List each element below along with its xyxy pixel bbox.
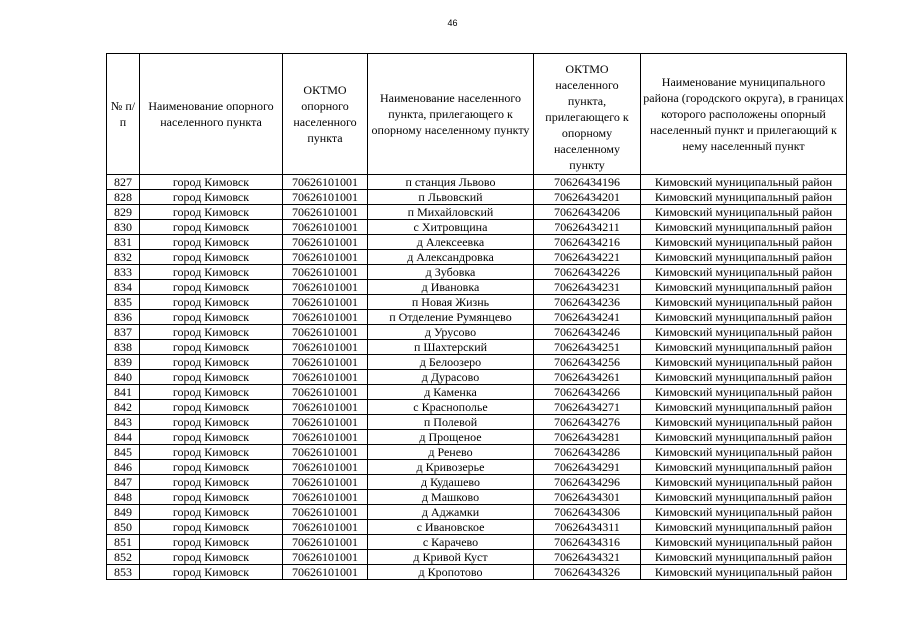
row-number: 829 xyxy=(107,205,140,220)
adjacent-settlement-name: п Отделение Румянцево xyxy=(368,310,534,325)
row-number: 834 xyxy=(107,280,140,295)
adjacent-settlement-oktmo: 70626434256 xyxy=(534,355,641,370)
base-settlement-name: город Кимовск xyxy=(140,415,283,430)
base-settlement-name: город Кимовск xyxy=(140,550,283,565)
base-settlement-oktmo: 70626101001 xyxy=(283,430,368,445)
table-header-row xyxy=(107,54,847,175)
row-number: 847 xyxy=(107,475,140,490)
adjacent-settlement-name: с Карачево xyxy=(368,535,534,550)
row-number: 846 xyxy=(107,460,140,475)
row-number: 827 xyxy=(107,175,140,190)
adjacent-settlement-name: д Кудашево xyxy=(368,475,534,490)
adjacent-settlement-oktmo: 70626434241 xyxy=(534,310,641,325)
base-settlement-oktmo: 70626101001 xyxy=(283,520,368,535)
adjacent-settlement-oktmo: 70626434226 xyxy=(534,265,641,280)
row-number: 851 xyxy=(107,535,140,550)
adjacent-settlement-oktmo: 70626434316 xyxy=(534,535,641,550)
base-settlement-oktmo: 70626101001 xyxy=(283,310,368,325)
adjacent-settlement-oktmo: 70626434251 xyxy=(534,340,641,355)
district-name: Кимовский муниципальный район xyxy=(641,280,847,295)
base-settlement-oktmo: 70626101001 xyxy=(283,415,368,430)
header-district: Наименование муниципального района (городского округа), в границах которого расположены опорный населенный пункт и прилегающий к нему населенный пункт xyxy=(641,54,847,175)
adjacent-settlement-oktmo: 70626434291 xyxy=(534,460,641,475)
table-row xyxy=(107,550,847,565)
adjacent-settlement-name: д Аджамки xyxy=(368,505,534,520)
base-settlement-oktmo: 70626101001 xyxy=(283,490,368,505)
base-settlement-oktmo: 70626101001 xyxy=(283,205,368,220)
base-settlement-oktmo: 70626101001 xyxy=(283,445,368,460)
row-number: 836 xyxy=(107,310,140,325)
table-row xyxy=(107,325,847,340)
district-name: Кимовский муниципальный район xyxy=(641,415,847,430)
adjacent-settlement-name: п Шахтерский xyxy=(368,340,534,355)
base-settlement-oktmo: 70626101001 xyxy=(283,265,368,280)
table-row xyxy=(107,235,847,250)
adjacent-settlement-oktmo: 70626434236 xyxy=(534,295,641,310)
adjacent-settlement-oktmo: 70626434206 xyxy=(534,205,641,220)
base-settlement-name: город Кимовск xyxy=(140,205,283,220)
base-settlement-oktmo: 70626101001 xyxy=(283,505,368,520)
table-row xyxy=(107,475,847,490)
base-settlement-name: город Кимовск xyxy=(140,190,283,205)
base-settlement-name: город Кимовск xyxy=(140,235,283,250)
base-settlement-oktmo: 70626101001 xyxy=(283,385,368,400)
row-number: 832 xyxy=(107,250,140,265)
row-number: 842 xyxy=(107,400,140,415)
base-settlement-oktmo: 70626101001 xyxy=(283,235,368,250)
base-settlement-name: город Кимовск xyxy=(140,295,283,310)
row-number: 839 xyxy=(107,355,140,370)
adjacent-settlement-oktmo: 70626434306 xyxy=(534,505,641,520)
table-row xyxy=(107,355,847,370)
district-name: Кимовский муниципальный район xyxy=(641,265,847,280)
base-settlement-oktmo: 70626101001 xyxy=(283,175,368,190)
base-settlement-name: город Кимовск xyxy=(140,265,283,280)
row-number: 838 xyxy=(107,340,140,355)
adjacent-settlement-name: с Краснополье xyxy=(368,400,534,415)
table-row xyxy=(107,205,847,220)
base-settlement-name: город Кимовск xyxy=(140,490,283,505)
base-settlement-name: город Кимовск xyxy=(140,340,283,355)
base-settlement-oktmo: 70626101001 xyxy=(283,355,368,370)
district-name: Кимовский муниципальный район xyxy=(641,490,847,505)
base-settlement-oktmo: 70626101001 xyxy=(283,220,368,235)
table-row xyxy=(107,250,847,265)
base-settlement-name: город Кимовск xyxy=(140,505,283,520)
adjacent-settlement-name: д Дурасово xyxy=(368,370,534,385)
table-row xyxy=(107,280,847,295)
base-settlement-oktmo: 70626101001 xyxy=(283,325,368,340)
adjacent-settlement-oktmo: 70626434326 xyxy=(534,565,641,580)
adjacent-settlement-name: с Хитровщина xyxy=(368,220,534,235)
page-number: 46 xyxy=(447,18,458,28)
adjacent-settlement-oktmo: 70626434221 xyxy=(534,250,641,265)
table-row xyxy=(107,310,847,325)
table-row xyxy=(107,505,847,520)
table-row xyxy=(107,265,847,280)
base-settlement-name: город Кимовск xyxy=(140,310,283,325)
adjacent-settlement-oktmo: 70626434271 xyxy=(534,400,641,415)
base-settlement-name: город Кимовск xyxy=(140,475,283,490)
table-row xyxy=(107,445,847,460)
table-row xyxy=(107,400,847,415)
row-number: 831 xyxy=(107,235,140,250)
adjacent-settlement-name: п Михайловский xyxy=(368,205,534,220)
base-settlement-name: город Кимовск xyxy=(140,460,283,475)
table-row xyxy=(107,535,847,550)
district-name: Кимовский муниципальный район xyxy=(641,505,847,520)
district-name: Кимовский муниципальный район xyxy=(641,235,847,250)
adjacent-settlement-oktmo: 70626434216 xyxy=(534,235,641,250)
base-settlement-oktmo: 70626101001 xyxy=(283,400,368,415)
table-body xyxy=(107,175,847,580)
header-num: № п/п xyxy=(107,54,140,175)
header-adjacent-name: Наименование населенного пункта, прилегающего к опорному населенному пункту xyxy=(368,54,534,175)
row-number: 840 xyxy=(107,370,140,385)
district-name: Кимовский муниципальный район xyxy=(641,295,847,310)
district-name: Кимовский муниципальный район xyxy=(641,220,847,235)
adjacent-settlement-name: д Прощеное xyxy=(368,430,534,445)
adjacent-settlement-oktmo: 70626434301 xyxy=(534,490,641,505)
adjacent-settlement-name: п Новая Жизнь xyxy=(368,295,534,310)
base-settlement-oktmo: 70626101001 xyxy=(283,460,368,475)
base-settlement-oktmo: 70626101001 xyxy=(283,340,368,355)
adjacent-settlement-name: д Александровка xyxy=(368,250,534,265)
row-number: 837 xyxy=(107,325,140,340)
adjacent-settlement-oktmo: 70626434281 xyxy=(534,430,641,445)
adjacent-settlement-name: д Каменка xyxy=(368,385,534,400)
base-settlement-oktmo: 70626101001 xyxy=(283,475,368,490)
table-row xyxy=(107,385,847,400)
base-settlement-name: город Кимовск xyxy=(140,220,283,235)
base-settlement-name: город Кимовск xyxy=(140,355,283,370)
header-base-oktmo: ОКТМО опорного населенного пункта xyxy=(283,54,368,175)
row-number: 844 xyxy=(107,430,140,445)
adjacent-settlement-oktmo: 70626434201 xyxy=(534,190,641,205)
district-name: Кимовский муниципальный район xyxy=(641,190,847,205)
adjacent-settlement-name: д Ренево xyxy=(368,445,534,460)
row-number: 828 xyxy=(107,190,140,205)
header-adjacent-oktmo: ОКТМО населенного пункта, прилегающего к опорному населенному пункту xyxy=(534,54,641,175)
row-number: 849 xyxy=(107,505,140,520)
table-row xyxy=(107,175,847,190)
table-row xyxy=(107,565,847,580)
district-name: Кимовский муниципальный район xyxy=(641,205,847,220)
base-settlement-oktmo: 70626101001 xyxy=(283,550,368,565)
adjacent-settlement-oktmo: 70626434321 xyxy=(534,550,641,565)
adjacent-settlement-oktmo: 70626434296 xyxy=(534,475,641,490)
row-number: 833 xyxy=(107,265,140,280)
district-name: Кимовский муниципальный район xyxy=(641,430,847,445)
district-name: Кимовский муниципальный район xyxy=(641,445,847,460)
adjacent-settlement-name: д Кривой Куст xyxy=(368,550,534,565)
district-name: Кимовский муниципальный район xyxy=(641,550,847,565)
adjacent-settlement-oktmo: 70626434276 xyxy=(534,415,641,430)
table-row xyxy=(107,430,847,445)
adjacent-settlement-oktmo: 70626434211 xyxy=(534,220,641,235)
district-name: Кимовский муниципальный район xyxy=(641,400,847,415)
header-base-name: Наименование опорного населенного пункта xyxy=(140,54,283,175)
base-settlement-name: город Кимовск xyxy=(140,385,283,400)
base-settlement-oktmo: 70626101001 xyxy=(283,280,368,295)
adjacent-settlement-oktmo: 70626434196 xyxy=(534,175,641,190)
base-settlement-oktmo: 70626101001 xyxy=(283,190,368,205)
row-number: 853 xyxy=(107,565,140,580)
base-settlement-name: город Кимовск xyxy=(140,430,283,445)
table-row xyxy=(107,220,847,235)
adjacent-settlement-name: д Кривозерье xyxy=(368,460,534,475)
adjacent-settlement-name: д Алексеевка xyxy=(368,235,534,250)
adjacent-settlement-name: д Ивановка xyxy=(368,280,534,295)
base-settlement-name: город Кимовск xyxy=(140,400,283,415)
adjacent-settlement-oktmo: 70626434246 xyxy=(534,325,641,340)
district-name: Кимовский муниципальный район xyxy=(641,520,847,535)
district-name: Кимовский муниципальный район xyxy=(641,460,847,475)
district-name: Кимовский муниципальный район xyxy=(641,250,847,265)
table-row xyxy=(107,370,847,385)
adjacent-settlement-oktmo: 70626434231 xyxy=(534,280,641,295)
base-settlement-name: город Кимовск xyxy=(140,325,283,340)
base-settlement-name: город Кимовск xyxy=(140,520,283,535)
row-number: 843 xyxy=(107,415,140,430)
row-number: 835 xyxy=(107,295,140,310)
district-name: Кимовский муниципальный район xyxy=(641,310,847,325)
row-number: 848 xyxy=(107,490,140,505)
adjacent-settlement-name: п Полевой xyxy=(368,415,534,430)
table-row xyxy=(107,190,847,205)
base-settlement-oktmo: 70626101001 xyxy=(283,250,368,265)
adjacent-settlement-oktmo: 70626434261 xyxy=(534,370,641,385)
adjacent-settlement-oktmo: 70626434286 xyxy=(534,445,641,460)
base-settlement-oktmo: 70626101001 xyxy=(283,370,368,385)
adjacent-settlement-oktmo: 70626434311 xyxy=(534,520,641,535)
adjacent-settlement-name: д Зубовка xyxy=(368,265,534,280)
adjacent-settlement-name: п станция Львово xyxy=(368,175,534,190)
adjacent-settlement-name: д Урусово xyxy=(368,325,534,340)
base-settlement-oktmo: 70626101001 xyxy=(283,565,368,580)
row-number: 845 xyxy=(107,445,140,460)
district-name: Кимовский муниципальный район xyxy=(641,370,847,385)
district-name: Кимовский муниципальный район xyxy=(641,385,847,400)
district-name: Кимовский муниципальный район xyxy=(641,535,847,550)
base-settlement-name: город Кимовск xyxy=(140,175,283,190)
table-row xyxy=(107,415,847,430)
adjacent-settlement-name: д Белоозеро xyxy=(368,355,534,370)
adjacent-settlement-name: д Машково xyxy=(368,490,534,505)
base-settlement-name: город Кимовск xyxy=(140,565,283,580)
row-number: 850 xyxy=(107,520,140,535)
adjacent-settlement-name: с Ивановское xyxy=(368,520,534,535)
district-name: Кимовский муниципальный район xyxy=(641,355,847,370)
row-number: 841 xyxy=(107,385,140,400)
district-name: Кимовский муниципальный район xyxy=(641,325,847,340)
district-name: Кимовский муниципальный район xyxy=(641,475,847,490)
table-row xyxy=(107,460,847,475)
table-row xyxy=(107,490,847,505)
base-settlement-oktmo: 70626101001 xyxy=(283,295,368,310)
row-number: 830 xyxy=(107,220,140,235)
district-name: Кимовский муниципальный район xyxy=(641,565,847,580)
adjacent-settlement-name: п Львовский xyxy=(368,190,534,205)
base-settlement-oktmo: 70626101001 xyxy=(283,535,368,550)
base-settlement-name: город Кимовск xyxy=(140,280,283,295)
table-row xyxy=(107,295,847,310)
base-settlement-name: город Кимовск xyxy=(140,370,283,385)
row-number: 852 xyxy=(107,550,140,565)
adjacent-settlement-oktmo: 70626434266 xyxy=(534,385,641,400)
base-settlement-name: город Кимовск xyxy=(140,535,283,550)
district-name: Кимовский муниципальный район xyxy=(641,340,847,355)
table-row xyxy=(107,340,847,355)
adjacent-settlement-name: д Кропотово xyxy=(368,565,534,580)
table-row xyxy=(107,520,847,535)
base-settlement-name: город Кимовск xyxy=(140,250,283,265)
base-settlement-name: город Кимовск xyxy=(140,445,283,460)
district-name: Кимовский муниципальный район xyxy=(641,175,847,190)
settlements-table xyxy=(106,53,847,580)
